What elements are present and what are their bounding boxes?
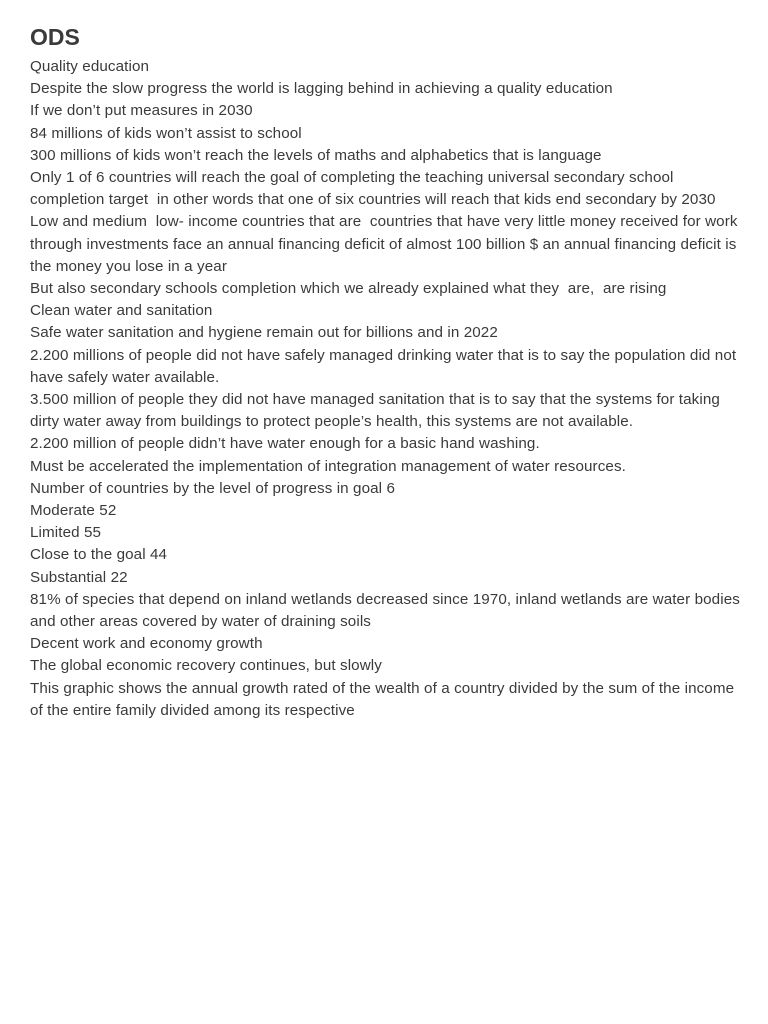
note-line: Substantial 22 xyxy=(30,568,128,586)
note-line: 84 millions of kids won’t assist to school xyxy=(30,124,302,142)
note-line: 81% of species that depend on inland wetlands decreased since 1970, inland wetlands are water bodies and other areas covered by water of draining soils xyxy=(30,590,745,631)
note-line: Limited 55 xyxy=(30,524,102,542)
note-line: Must be accelerated the implementation of integration management of water resources. xyxy=(30,457,626,475)
note-line: If we don’t put measures in 2030 xyxy=(30,102,253,120)
note-line: 3.500 million of people they did not have managed sanitation that is to say that the systems for taking dirty water away from buildings to protect people’s health, this systems are not available. xyxy=(30,391,725,431)
note-line: Despite the slow progress the world is lagging behind in achieving a quality education xyxy=(30,80,613,98)
note-line: The global economic recovery continues, but slowly xyxy=(30,657,382,675)
note-line: Low and medium low- income countries that are countries that have very little money received for work through investments face an annual financing deficit of almost 100 billion $ an annual financing deficit is the money you lose in a year xyxy=(30,213,742,275)
note-line: This graphic shows the annual growth rated of the wealth of a country divided by the sum of the income of the entire family divided among its respective xyxy=(30,679,739,719)
note-line: Quality education xyxy=(30,58,150,75)
note-line: Only 1 of 6 countries will reach the goal of completing the teaching universal secondary school completion target in other words that one of six countries will reach that kids end secondary by 2030 xyxy=(30,169,716,209)
note-line: Clean water and sanitation xyxy=(30,302,213,320)
note-line: 2.200 million of people didn’t have water enough for a basic hand washing. xyxy=(30,435,540,453)
note-line: 2.200 millions of people did not have safely managed drinking water that is to say the population did not have safely water available. xyxy=(30,346,741,386)
note-line: Close to the goal 44 xyxy=(30,546,168,564)
note-line: But also secondary schools completion which we already explained what they are, are rising xyxy=(30,280,667,298)
note-title: ODS xyxy=(30,24,80,50)
note-line: Moderate 52 xyxy=(30,502,117,520)
note-line: Decent work and economy growth xyxy=(30,635,263,653)
note-document[interactable] xyxy=(30,22,745,722)
note-line: Safe water sanitation and hygiene remain out for billions and in 2022 xyxy=(30,324,498,342)
note-line: 300 millions of kids won’t reach the levels of maths and alphabetics that is language xyxy=(30,146,602,164)
note-line: Number of countries by the level of progress in goal 6 xyxy=(30,479,396,497)
note-body[interactable] xyxy=(30,56,745,722)
